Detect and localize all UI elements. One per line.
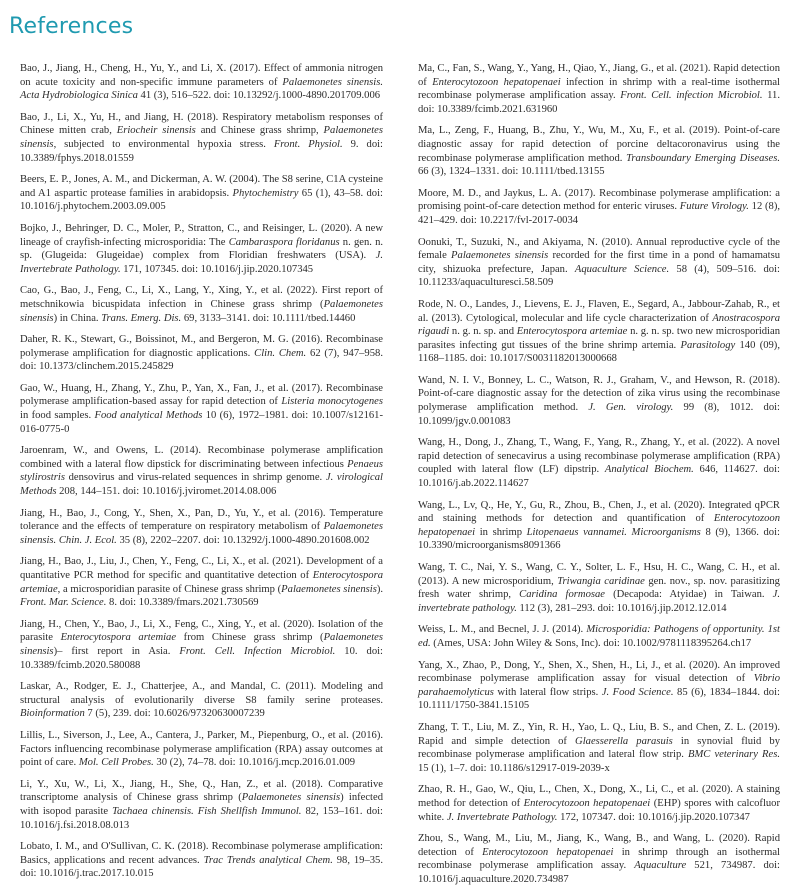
reference-italic-text: Caridina formosae: [519, 589, 605, 601]
reference-entry: [418, 623, 780, 650]
reference-text: Yang, X., Zhao, P., Dong, Y., Shen, X., Shen, H., Li, J., et al. (2020). An improved recombinase polymerase amplification assay for visual detection of: [418, 659, 780, 685]
reference-text: Moore, M. D., and Jaykus, L. A. (2017). Recombinase polymerase amplification: a promising point-of-care detection method for enteric viruses.: [418, 187, 780, 213]
reference-text: Ma, C., Fan, S., Wang, Y., Yang, H., Qiao, Y., Jiang, G., et al. (2021). Rapid detection of: [418, 63, 780, 88]
reference-text: Jiang, H., Bao, J., Cong, Y., Shen, X., Pan, D., Yu, Y., et al. (2016). Temperature tolerance and the effects of temperature on respiratory metabolism of: [20, 507, 383, 533]
reference-text: in shrimp through an isothermal recombinase polymerase amplification assay.: [418, 846, 780, 872]
reference-entry: [20, 680, 383, 721]
reference-italic-text: J. virological Methods: [20, 472, 383, 498]
reference-text: Daher, R. K., Stewart, G., Boissinot, M., and Bergeron, M. G. (2016). Recombinase polymerase amplification for diagnostic applications.: [20, 334, 383, 359]
reference-italic-text: Tachaea chinensis. Fish Shellfish Immunol.: [112, 805, 302, 817]
reference-text: Lobato, I. M., and O'Sullivan, C. K. (2018). Recombinase polymerase amplification: Basics, applications and recent advances.: [20, 841, 383, 866]
references-heading: References: [9, 14, 134, 39]
reference-text: Weiss, L. M., and Becnel, J. J. (2014).: [418, 624, 587, 636]
reference-text: ) in China.: [53, 312, 102, 324]
reference-entry: [20, 62, 383, 103]
reference-italic-text: J. Invertebrate Pathology.: [20, 250, 383, 275]
reference-text: 98, 19–35. doi: 10.1016/j.trac.2017.10.015: [20, 854, 384, 880]
references-right-column: [418, 62, 780, 894]
reference-text: 58 (4), 509–516. doi: 10.11233/aquaculturesci.58.509: [418, 263, 780, 289]
reference-entry: [418, 124, 780, 178]
reference-entry: [418, 236, 780, 290]
reference-italic-text: J. invertebrate pathology.: [418, 589, 781, 614]
reference-text: recorded for the first time in a pond of hamamatsu city, shizuoka prefecture, Japan.: [418, 250, 780, 275]
reference-italic-text: Penaeus stylirostris: [20, 458, 383, 484]
reference-text: Bojko, J., Behringer, D. C., Moler, P., Stratton, C., and Reisinger, L. (2020). A new lineage of crayfish-infecting microsporidia: The: [20, 222, 383, 248]
reference-text: n. g. n. sp. two new microsporidian parasites infecting gut tissues of the brine shrimp artemia.: [418, 326, 781, 351]
reference-text: and Chinese grass shrimp,: [195, 125, 324, 137]
reference-text: Zhou, S., Wang, M., Liu, M., Jiang, K., Wang, B., and Wang, L. (2020). Rapid detection of: [418, 833, 780, 858]
reference-entry: [418, 499, 780, 553]
reference-italic-text: Microsporidia: Pathogens of opportunity. 1st ed.: [418, 624, 780, 649]
reference-italic-text: Future Virology.: [679, 201, 749, 213]
reference-text: Jaroenram, W., and Owens, L. (2014). Recombinase polymerase amplification combined with a lateral flow dipstick for discriminating between infectious: [20, 445, 383, 470]
reference-italic-text: J. Gen. virology.: [588, 402, 674, 414]
reference-text: 208, 144–151. doi: 10.1016/j.jviromet.2014.08.006: [56, 486, 277, 498]
reference-italic-text: Anostracospora rigaudi: [418, 312, 780, 338]
reference-text: Li, Y., Xu, W., Li, X., Jiang, H., She, Q., Han, Z., et al. (2018). Comparative transcriptome analysis of Chinese grass shrimp (: [20, 778, 383, 804]
reference-italic-text: J. Invertebrate Pathology.: [446, 811, 558, 823]
reference-text: 8 (9), 1366. doi: 10.3390/microorganisms8091366: [418, 526, 780, 552]
reference-italic-text: Clin. Chem.: [254, 347, 307, 359]
reference-text: infection in shrimp with a real-time isothermal recombinase polymerase amplification assay.: [418, 76, 780, 102]
reference-italic-text: Eriocheir sinensis: [116, 125, 196, 137]
reference-text: 30 (2), 74–78. doi: 10.1016/j.mcp.2016.01.009: [153, 757, 356, 769]
reference-text: (Decapoda: Atyidae) in Taiwan.: [605, 589, 773, 601]
reference-text: 85 (6), 1834–1844. doi: 10.1111/1750-3841.15105: [418, 686, 780, 712]
reference-entry: [20, 729, 383, 770]
reference-text: Jiang, H., Chen, Y., Bao, J., Li, X., Feng, C., Xing, Y., et al. (2020). Isolation of the parasite: [20, 618, 383, 644]
reference-italic-text: Glaesserella parasuis: [575, 735, 673, 747]
reference-italic-text: Parasitology: [680, 339, 736, 351]
reference-italic-text: Palaemonetes sinensis: [20, 298, 383, 324]
reference-text: 8. doi: 10.3389/fmars.2021.730569: [106, 597, 259, 609]
reference-italic-text: Front. Cell. Infection Microbiol.: [179, 645, 336, 657]
reference-text: 15 (1), 1–7. doi: 10.1186/s12917-019-2039-x: [418, 762, 610, 774]
reference-italic-text: Enterocytospora artemiae: [60, 632, 177, 644]
reference-entry: [418, 62, 780, 116]
reference-text: Ma, L., Zeng, F., Huang, B., Zhu, Y., Wu, M., Xu, F., et al. (2019). Point-of-care diagnostic assay for rapid detection of porcine deltacoronavirus using the recombinase polymerase amplification method.: [418, 125, 780, 164]
reference-text: Bao, J., Li, X., Yu, H., and Jiang, H. (2018). Respiratory metabolism responses of Chinese mitten crab,: [20, 111, 383, 137]
reference-entry: [418, 783, 780, 824]
reference-text: )– first report in Asia.: [53, 645, 180, 657]
reference-text: Jiang, H., Bao, J., Liu, J., Chen, Y., Feng, C., Li, X., et al. (2021). Development of a quantitative PCR method for specific and quantitative detection of: [20, 556, 383, 581]
reference-italic-text: Front. Physiol.: [273, 138, 343, 150]
reference-text: ) infected with isopod parasite: [20, 792, 383, 817]
reference-text: 140 (09), 1168–1185. doi: 10.1017/S0031182013000668: [418, 339, 780, 365]
reference-italic-text: BMC veterinary Res.: [688, 749, 780, 761]
reference-italic-text: Enterocytozoon hepatopenaei: [418, 513, 780, 538]
reference-text: 10 (6), 1972–1981. doi: 10.1007/s12161-016-0775-0: [20, 410, 383, 435]
reference-text: 62 (7), 947–958. doi: 10.1373/clinchem.2015.245829: [20, 347, 383, 373]
reference-text: 12 (8), 421–429. doi: 10.2217/fvl-2017-0034: [418, 201, 780, 226]
reference-text: 82, 153–161. doi: 10.1016/j.fsi.2018.08.013: [20, 805, 384, 831]
reference-text: Wand, N. I. V., Bonney, L. C., Watson, R. J., Graham, V., and Hewson, R. (2018). Point-of-care diagnostic assay for the detection of zika virus using the recombinase polymerase amplification method.: [418, 374, 780, 414]
reference-entry: [20, 444, 383, 498]
reference-entry: [418, 436, 780, 490]
reference-entry: [20, 555, 383, 609]
reference-italic-text: Triwangia caridinae: [557, 575, 645, 587]
reference-entry: [20, 333, 383, 374]
reference-text: Rode, N. O., Landes, J., Lievens, E. J., Flaven, E., Segard, A., Jabbour-Zahab, R., et al. (2013). Cytological, molecular and life cycle characterization of: [418, 298, 780, 324]
reference-italic-text: Vibrio parahaemolyticus: [418, 673, 780, 698]
reference-text: 11. doi: 10.3389/fcimb.2021.631960: [418, 90, 781, 115]
reference-text: , subjected to environmental hypoxia stress.: [53, 138, 274, 150]
reference-italic-text: Palaemonetes sinensis: [451, 250, 549, 262]
reference-entry: [418, 298, 780, 366]
reference-text: 112 (3), 281–293. doi: 10.1016/j.jip.2012.12.014: [516, 602, 727, 614]
reference-text: Zhao, R. H., Gao, W., Qiu, L., Chen, X., Dong, X., Li, C., et al. (2020). A staining method for detection of: [418, 784, 780, 809]
reference-text: Zhang, T. T., Liu, M. Z., Yin, R. H., Yao, L. Q., Liu, B. S., and Chen, Z. L. (2019). Rapid and simple detection of: [418, 721, 780, 747]
references-left-column: [20, 62, 383, 889]
reference-italic-text: Trans. Emerg. Dis.: [101, 312, 182, 324]
reference-entry: [20, 840, 383, 881]
reference-text: , a microsporidian parasite of Chinese grass shrimp (: [57, 583, 282, 595]
reference-text: 99 (8), 1012. doi: 10.1099/jgv.0.001083: [418, 402, 780, 427]
reference-text: Wang, T. C., Nai, Y. S., Wang, C. Y., Solter, L. F., Hsu, H. C., Wang, C. H., et al. (2013). A new microsporidium,: [418, 562, 780, 587]
reference-italic-text: Trac Trends analytical Chem.: [203, 854, 333, 866]
reference-text: densovirus and virus-related sequences in shrimp genome.: [64, 472, 326, 484]
reference-italic-text: Listeria monocytogenes: [281, 396, 383, 408]
reference-text: Lillis, L., Siverson, J., Lee, A., Cantera, J., Parker, M., Piepenburg, O., et al. (2016). Factors influencing recombinase polymerase amplification (RPA) assay outcomes at point of care.: [20, 729, 383, 769]
reference-entry: [418, 721, 780, 775]
reference-text: in food samples.: [20, 410, 95, 422]
reference-italic-text: Palaemonetes sinensis: [20, 632, 384, 657]
reference-italic-text: Cambaraspora floridanus: [228, 236, 340, 248]
reference-entry: [418, 374, 780, 428]
reference-italic-text: Bioinformation: [20, 708, 85, 720]
reference-text: Cao, G., Bao, J., Feng, C., Li, X., Lang, Y., Xing, Y., et al. (2022). First report of metschnikowia bicuspidata infection in Chinese grass shrimp (: [20, 285, 383, 310]
reference-text: 10. doi: 10.3389/fcimb.2020.580088: [20, 645, 383, 671]
reference-italic-text: Palaemonetes sinensis. Acta Hydrobiologica Sinica: [20, 76, 383, 102]
reference-italic-text: Front. Cell. infection Microbiol.: [620, 90, 763, 102]
reference-entry: [20, 618, 383, 672]
reference-text: Gao, W., Huang, H., Zhang, Y., Zhu, P., Yan, X., Fan, J., et al. (2017). Recombinase polymerase amplification-based assay for rapid detection of: [20, 382, 383, 408]
reference-italic-text: Front. Mar. Science.: [20, 597, 107, 609]
reference-entry: [418, 561, 780, 615]
reference-text: Laskar, A., Rodger, E. J., Chatterjee, A., and Mandal, C. (2011). Modeling and structural analysis of evolutionarily diverse S8 family serine proteases.: [20, 681, 383, 706]
reference-italic-text: Palaemonetes sinensis. Chin. J. Ecol.: [20, 521, 383, 546]
reference-text: ).: [376, 583, 384, 595]
reference-text: 9. doi: 10.3389/fphys.2018.01559: [20, 138, 384, 164]
reference-text: Wang, L., Lv, Q., He, Y., Gu, R., Zhou, B., Chen, J., et al. (2020). Integrated qPCR and staining methods for detection and quantification of: [418, 499, 780, 525]
reference-italic-text: Enterocytospora artemiae: [516, 326, 628, 338]
reference-text: Beers, E. P., Jones, A. M., and Dickerman, A. W. (2004). The S8 serine, C1A cysteine and A1 aspartic protease families in arabidopsis.: [20, 174, 383, 199]
reference-italic-text: Food analytical Methods: [94, 410, 203, 422]
reference-entry: [418, 832, 780, 886]
reference-italic-text: Palaemonetes sinensis: [281, 583, 377, 595]
reference-text: 65 (1), 43–58. doi: 10.1016/j.phytochem.2003.09.005: [20, 187, 383, 213]
reference-italic-text: Enterocytozoon hepatopenaei: [523, 797, 651, 809]
reference-italic-text: Analytical Biochem.: [604, 464, 694, 476]
reference-text: 66 (3), 1324–1331. doi: 10.1111/tbed.13155: [418, 166, 605, 178]
reference-italic-text: Aquaculture Science.: [574, 263, 670, 275]
reference-text: n. gen. n. sp. (Glugeida: Glugeidae) complex from Floridian freshwaters (USA).: [20, 236, 384, 262]
reference-italic-text: Enterocytospora artemiae: [20, 570, 383, 595]
reference-entry: [20, 173, 383, 214]
reference-entry: [20, 222, 383, 276]
reference-text: from Chinese grass shrimp (: [176, 632, 324, 644]
reference-italic-text: Aquaculture: [634, 860, 687, 872]
reference-text: Oonuki, T., Suzuki, N., and Akiyama, N. (2010). Annual reproductive cycle of the female: [418, 236, 780, 262]
reference-text: 69, 3133–3141. doi: 10.1111/tbed.14460: [181, 312, 356, 324]
reference-italic-text: J. Food Science.: [601, 686, 674, 698]
reference-text: (Ames, USA: John Wiley & Sons, Inc). doi: 10.1002/9781118395264.ch17: [430, 637, 752, 649]
reference-entry: [20, 507, 383, 548]
reference-entry: [20, 111, 383, 165]
reference-italic-text: Enterocytozoon hepatopenaei: [432, 76, 561, 88]
reference-text: n. g. n. sp. and: [449, 326, 517, 338]
reference-italic-text: Enterocytozoon hepatopenaei: [482, 846, 614, 858]
reference-text: Wang, H., Dong, J., Zhang, T., Wang, F., Yang, R., Zhang, Y., et al. (2022). A novel rapid detection of senecavirus a using recombinase polymerase amplification (RPA) coupled with lateral flow (LF) dipstrip.: [418, 437, 780, 476]
reference-entry: [418, 187, 780, 228]
reference-italic-text: Mol. Cell Probes.: [78, 757, 154, 769]
reference-text: in shrimp: [475, 526, 527, 538]
reference-text: 171, 107345. doi: 10.1016/j.jip.2020.107345: [120, 263, 314, 275]
reference-italic-text: Transboundary Emerging Diseases.: [626, 152, 780, 164]
reference-italic-text: Palaemonetes sinensis: [241, 792, 341, 804]
reference-text: 7 (5), 239. doi: 10.6026/97320630007239: [84, 708, 265, 720]
reference-italic-text: Palaemonetes sinensis: [20, 125, 383, 150]
reference-italic-text: Phytochemistry: [232, 187, 299, 199]
reference-text: 521, 734987. doi: 10.1016/j.aquaculture.2020.734987: [418, 860, 780, 885]
reference-text: (EHP) spores with calcofluor white.: [418, 797, 781, 823]
reference-text: 41 (3), 516–522. doi: 10.13292/j.1000-4890.201709.006: [137, 90, 381, 102]
reference-text: 172, 107347. doi: 10.1016/j.jip.2020.107347: [557, 811, 750, 823]
reference-text: 646, 114627. doi: 10.1016/j.ab.2022.114627: [418, 464, 780, 490]
reference-text: in synovial fluid by recombinase polymerase amplification and lateral flow strip.: [418, 735, 780, 761]
reference-entry: [20, 382, 383, 436]
reference-text: 35 (8), 2202–2207. doi: 10.13292/j.1000-4890.201608.002: [116, 534, 370, 546]
reference-text: with lateral flow strips.: [493, 686, 602, 698]
reference-entry: [20, 778, 383, 832]
reference-text: gen. nov., sp. nov. parasitizing fresh water shrimp,: [418, 575, 780, 601]
reference-text: Bao, J., Jiang, H., Cheng, H., Yu, Y., and Li, X. (2017). Effect of ammonia nitrogen on acute toxicity and non-specific immune parameters of: [20, 63, 383, 88]
reference-entry: [20, 284, 383, 325]
reference-italic-text: Litopenaeus vannamei. Microorganisms: [526, 526, 701, 538]
reference-entry: [418, 659, 780, 713]
